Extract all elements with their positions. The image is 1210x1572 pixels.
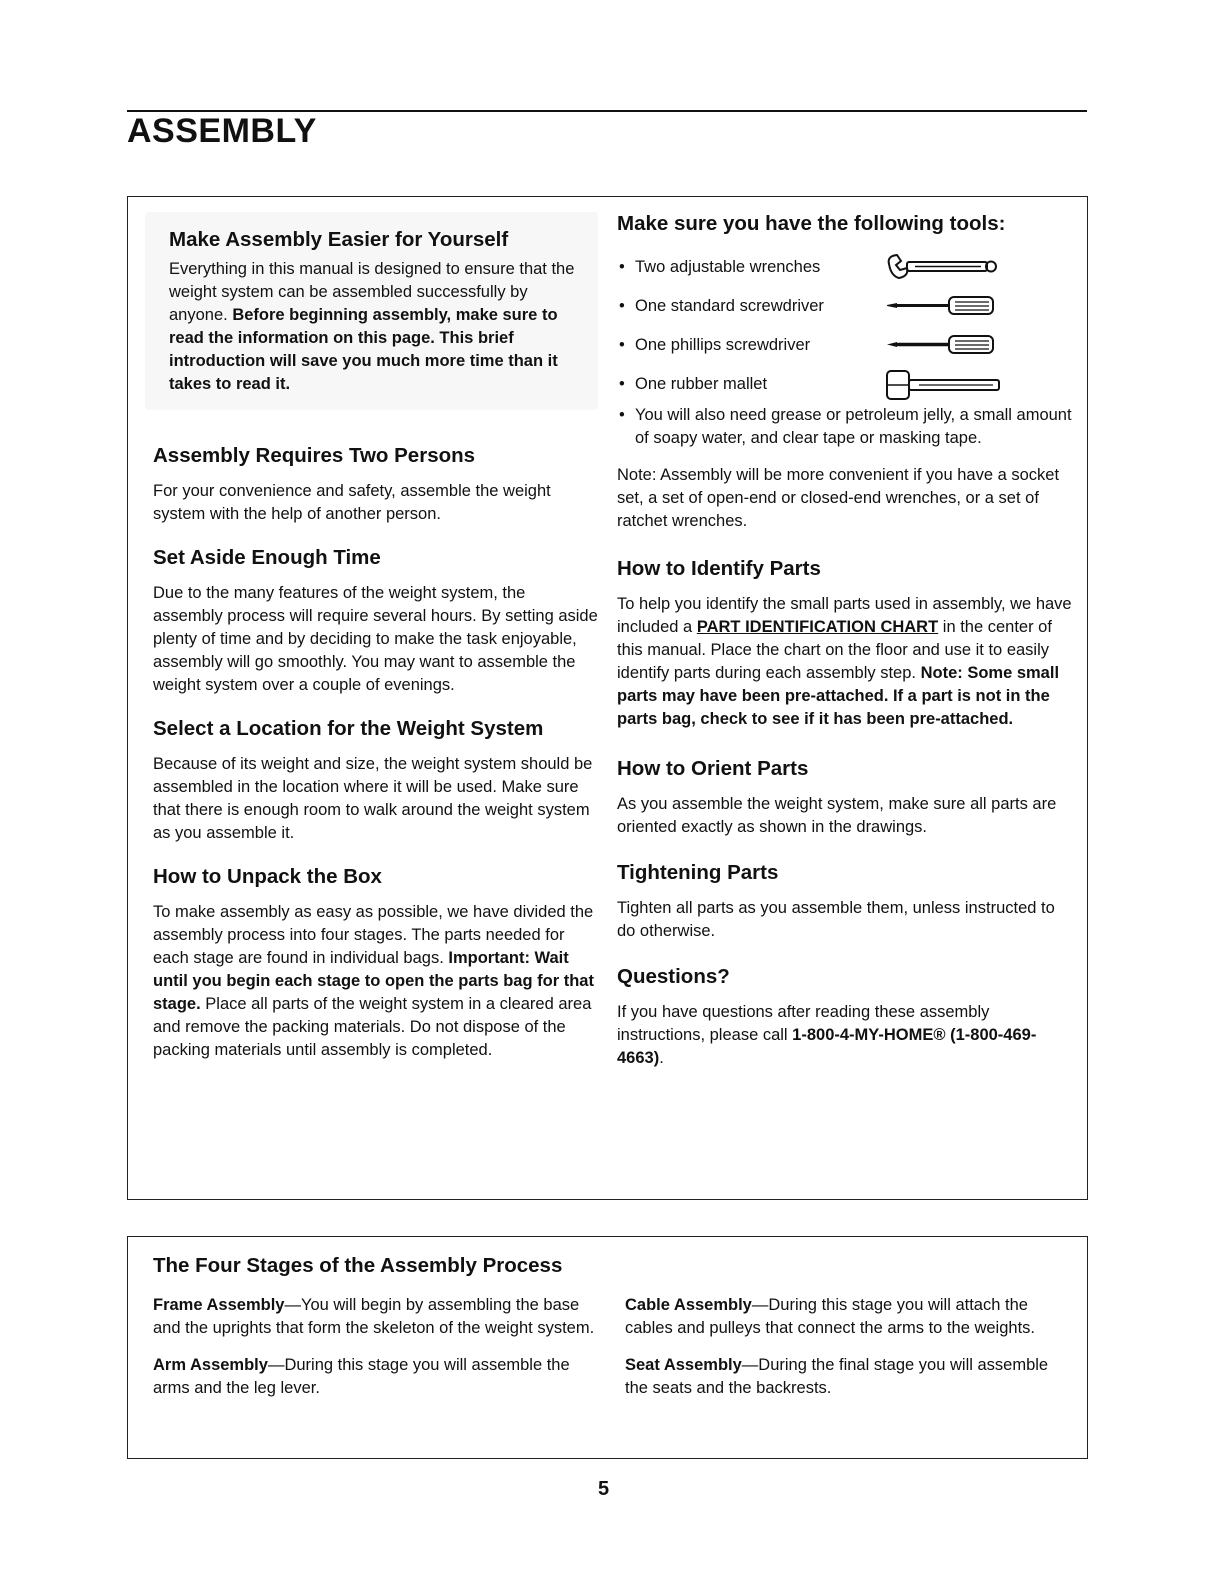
stage-cable: Cable Assembly—During this stage you will attach the cables and pulleys that connect the arms to the weights. bbox=[625, 1296, 1035, 1337]
location-heading: Select a Location for the Weight System bbox=[153, 717, 544, 740]
orient-section bbox=[617, 757, 1072, 839]
stages-section bbox=[153, 1254, 1073, 1400]
tools-list bbox=[617, 248, 1072, 450]
identify-heading: How to Identify Parts bbox=[617, 557, 821, 580]
left-column bbox=[153, 212, 598, 1082]
tools-heading: Make sure you have the following tools: bbox=[617, 212, 1006, 235]
two-persons-heading: Assembly Requires Two Persons bbox=[153, 444, 476, 467]
two-persons-section bbox=[153, 444, 598, 526]
stage-arm: Arm Assembly—During this stage you will assemble the arms and the leg lever. bbox=[153, 1356, 570, 1397]
tool-item: • One rubber mallet bbox=[617, 365, 1072, 404]
unpack-heading: How to Unpack the Box bbox=[153, 865, 382, 888]
stage-frame: Frame Assembly—You will begin by assembling the base and the uprights that form the skeleton of the weight system. bbox=[153, 1296, 595, 1337]
tool-item: • Two adjustable wrenches bbox=[617, 248, 1072, 287]
phillips-screwdriver-icon bbox=[885, 330, 1005, 360]
orient-heading: How to Orient Parts bbox=[617, 757, 809, 780]
identify-section bbox=[617, 557, 1072, 731]
stage-seat: Seat Assembly—During the final stage you will assemble the seats and the backrests. bbox=[625, 1356, 1049, 1397]
tool-item: • One standard screwdriver bbox=[617, 287, 1072, 326]
standard-screwdriver-icon bbox=[885, 291, 1005, 321]
tool-item-extra: • You will also need grease or petroleum jelly, a small amount of soapy water, and clear tape or masking tape. bbox=[617, 404, 1072, 450]
page-title: ASSEMBLY bbox=[127, 112, 317, 150]
questions-text: If you have questions after reading these assembly instructions, please call 1-800-4-MY-HOME® (1-800-469-4663). bbox=[617, 1003, 1037, 1067]
tighten-text: Tighten all parts as you assemble them, unless instructed to do otherwise. bbox=[617, 899, 1055, 940]
tools-note: Note: Assembly will be more convenient if you have a socket set, a set of open-end or closed-end wrenches, or a set of ratchet wrenches. bbox=[617, 466, 1060, 530]
page-number: 5 bbox=[598, 1478, 610, 1500]
location-section bbox=[153, 717, 598, 845]
time-section bbox=[153, 546, 598, 697]
tool-item: • One phillips screwdriver bbox=[617, 326, 1072, 365]
adjustable-wrench-icon bbox=[885, 252, 1005, 282]
unpack-section bbox=[153, 865, 598, 1062]
identify-text: To help you identify the small parts used in assembly, we have included a PART IDENTIFICATION CHART in the center of this manual. Place the chart on the floor and use it to easily identify parts during each assembly step. Note: Some small parts may have been pre-attached. If a part is not in the parts bag, check to see if it has been pre-attached. bbox=[617, 595, 1072, 728]
phone-number: 1-800-4-MY-HOME® (1-800-469-4663) bbox=[617, 1026, 1037, 1067]
easier-text: Everything in this manual is designed to ensure that the weight system can be assembled successfully by anyone. Before beginning assembly, make sure to read the information on this page. This brief introduction will save you much more time than it takes to read it. bbox=[169, 260, 575, 393]
stages-grid bbox=[153, 1294, 1073, 1400]
unpack-text: To make assembly as easy as possible, we have divided the assembly process into four stages. The parts needed for each stage are found in individual bags. Important: Wait until you begin each stage to open the parts bag for that stage. Place all parts of the weight system in a cleared area and remove the packing materials. Do not dispose of the packing materials until assembly is completed. bbox=[153, 903, 594, 1059]
orient-text: As you assemble the weight system, make sure all parts are oriented exactly as shown in the drawings. bbox=[617, 795, 1057, 836]
tools-section bbox=[617, 212, 1072, 533]
questions-section bbox=[617, 965, 1072, 1070]
location-text: Because of its weight and size, the weight system should be assembled in the location where it will be used. Make sure that there is enough room to walk around the weight system as you assemble it. bbox=[153, 755, 593, 842]
time-heading: Set Aside Enough Time bbox=[153, 546, 381, 569]
tighten-heading: Tightening Parts bbox=[617, 861, 779, 884]
easier-callout bbox=[145, 212, 598, 410]
part-chart-link[interactable]: PART IDENTIFICATION CHART bbox=[696, 618, 939, 636]
time-text: Due to the many features of the weight system, the assembly process will require several hours. By setting aside plenty of time and by deciding to make the task enjoyable, assembly will go smoothly. You may want to assemble the weight system over a couple of evenings. bbox=[153, 584, 598, 694]
questions-heading: Questions? bbox=[617, 965, 730, 988]
two-persons-text: For your convenience and safety, assemble the weight system with the help of another person. bbox=[153, 482, 551, 523]
easier-heading: Make Assembly Easier for Yourself bbox=[169, 228, 509, 251]
right-column bbox=[617, 212, 1072, 1090]
tighten-section bbox=[617, 861, 1072, 943]
stages-heading: The Four Stages of the Assembly Process bbox=[153, 1254, 563, 1277]
rubber-mallet-icon bbox=[885, 369, 1005, 403]
